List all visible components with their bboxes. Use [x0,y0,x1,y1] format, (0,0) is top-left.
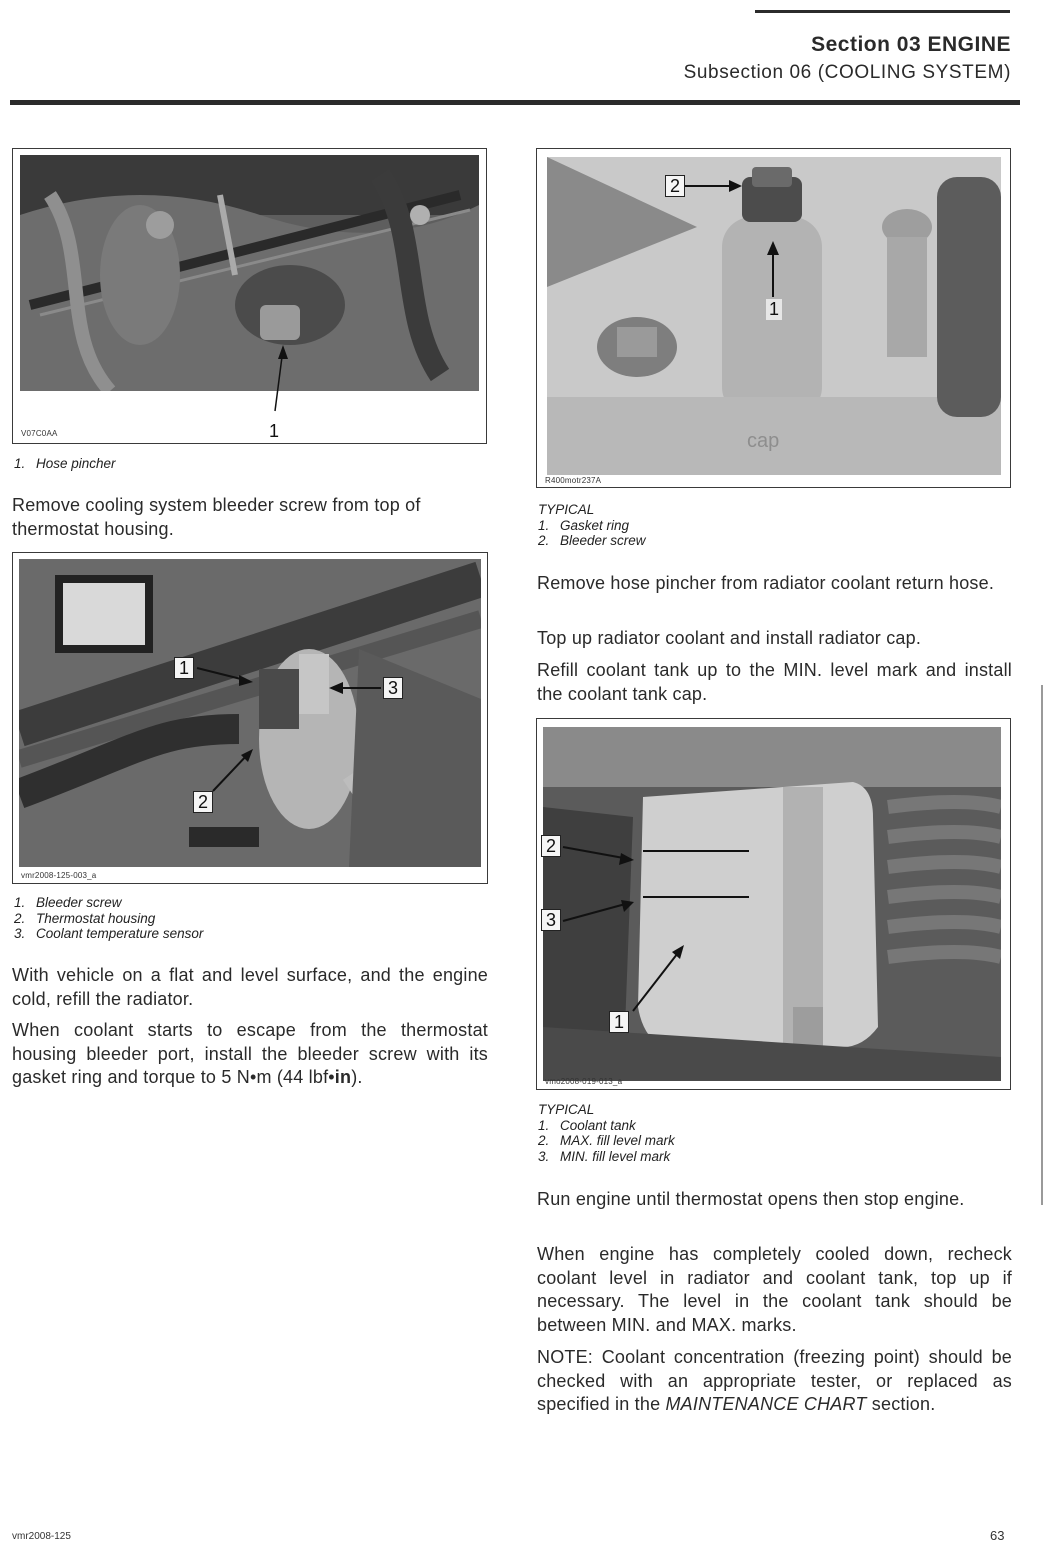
subsection-title: Subsection 06 (COOLING SYSTEM) [683,62,1011,83]
callout-label-2: 2 [665,175,685,197]
paragraph-refill-tank: Refill coolant tank up to the MIN. level mark and install the coolant tank cap. [537,660,1012,704]
callout-label-1: 1 [174,657,194,679]
caption-item: 3. Coolant temperature sensor [14,926,204,941]
caption-item: 2. Thermostat housing [14,910,156,926]
maintenance-chart-reference: MAINTENANCE CHART [665,1394,867,1414]
figure-id: vmr2008-125-003_a [21,871,97,880]
figure-caption: 1. Hose pincher [14,456,116,471]
footer-doc-id: vmr2008-125 [12,1531,71,1542]
svg-text:cap: cap [747,430,780,452]
caption-item: 1. Bleeder screw [14,895,122,910]
figure-id: R400motr237A [545,476,602,485]
callout-label-3: 3 [541,909,561,931]
paragraph-remove-hose-pincher: Remove hose pincher from radiator coolant return hose. [537,573,995,593]
caption-item: 1. Gasket ring [538,517,630,533]
header-rule-top [755,10,1010,13]
figure-caption-list [14,895,203,942]
paragraph-refill-radiator: With vehicle on a flat and level surface, and the engine cold, refill the radiator. [12,965,488,1009]
figure-id: vmo2008-019-013_a [545,1077,623,1086]
page-edge-mark [1041,685,1043,1205]
callout-label-1: 1 [269,421,280,441]
callout-label-3: 3 [383,677,403,699]
callout-label-2: 2 [193,791,213,813]
paragraph-remove-bleeder: Remove cooling system bleeder screw from top of thermostat housing. [12,495,421,539]
header-rule [10,100,1020,105]
caption-item: 3. MIN. fill level mark [538,1148,671,1164]
paragraph-recheck-coolant: When engine has completely cooled down, recheck coolant level in radiator and coolant tank, top up if necessary. The level in the coolant tank should be between MIN. and MAX. marks. [537,1244,1012,1335]
caption-item: 2. Bleeder screw [538,533,646,548]
caption-item: 2. MAX. fill level mark [538,1133,675,1148]
figure-id: V07C0AA [21,429,58,438]
section-title: Section 03 ENGINE [811,33,1011,56]
callout-arrows [537,719,1012,1091]
figure-caption-list: TYPICAL 1. Coolant tank 2. MAX. fill level mark 3. MIN. fill level mark [538,1102,675,1164]
paragraph-top-up-radiator: Top up radiator coolant and install radiator cap. [537,628,922,648]
callout-label-1: 1 [609,1011,629,1033]
figure-bleeder-screw [536,148,1011,488]
caption-item: 1. Coolant tank [538,1117,636,1133]
callout-arrow-1 [13,149,488,445]
callout-label-2: 2 [541,835,561,857]
figure-coolant-tank [536,718,1011,1090]
paragraph-install-bleeder: When coolant starts to escape from the thermostat housing bleeder port, install the bleeder screw with its gasket ring and torque to 5 N•m (44 lbf•in). [12,1020,488,1087]
callout-label-1: 1 [766,299,782,320]
page-number: 63 [990,1528,1005,1543]
callout-arrows [13,553,489,885]
note-coolant-concentration: NOTE: Coolant concentration (freezing point) should be checked with an appropriate tester, or replaced as specified in the MAINTENANCE CHART section. [537,1347,1012,1414]
figure-hose-pincher [12,148,487,444]
paragraph-run-engine: Run engine until thermostat opens then stop engine. [537,1189,965,1209]
figure-thermostat-housing [12,552,488,884]
callout-arrows [537,149,1012,489]
figure-caption-list: TYPICAL 1. Gasket ring 2. Bleeder screw [538,502,646,548]
note-label: NOTE: [537,1347,594,1367]
